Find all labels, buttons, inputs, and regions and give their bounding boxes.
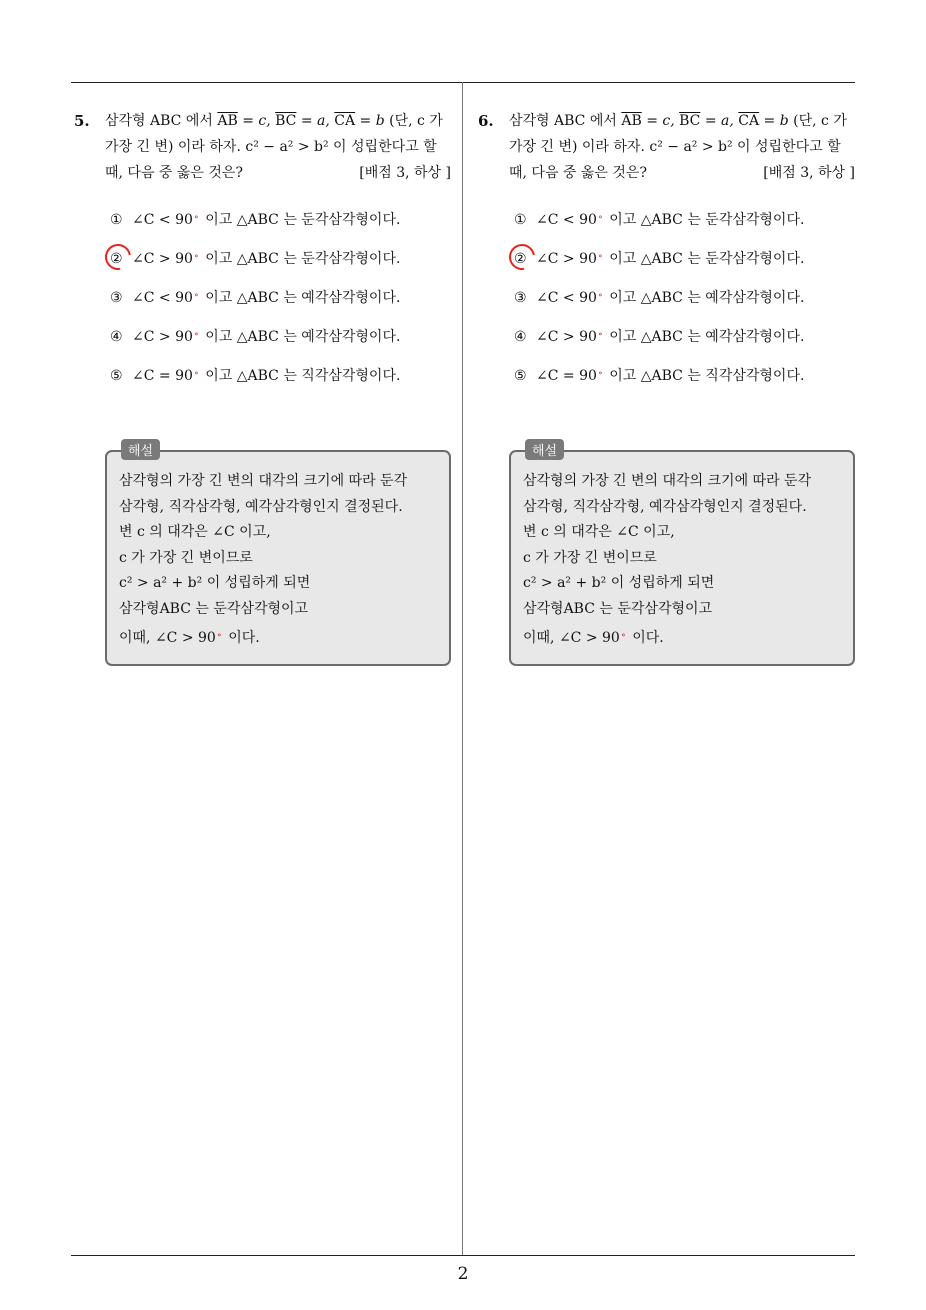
choice-list	[110, 205, 460, 400]
choice-list	[514, 205, 864, 400]
stem-text: (단, c 가	[384, 113, 443, 129]
explanation-line: 삼각형, 직각삼각형, 예각삼각형인지 결정된다.	[119, 498, 403, 515]
choice-2[interactable]	[110, 244, 460, 283]
choice-text: 이고 △ABC 는 예각삼각형이다.	[200, 329, 401, 345]
choice-4[interactable]	[514, 322, 864, 361]
choice-math: ∠C > 90	[132, 329, 193, 345]
choice-math: ∠C > 90	[536, 329, 597, 345]
segment-bc: $\overline{BC}$	[679, 113, 701, 129]
segment-ca: $\overline{CA}$	[334, 113, 356, 129]
stem-question: 때, 다음 중 옳은 것은?	[105, 165, 243, 181]
degree-symbol: ∘	[193, 368, 199, 379]
stem-line-2: 가장 긴 변) 이라 하자. c² − a² > b² 이 성립한다고 할	[509, 139, 841, 155]
stem-text: 삼각형 ABC 에서	[509, 113, 622, 129]
choice-text: 이고 △ABC 는 직각삼각형이다.	[200, 368, 401, 384]
stem-line-1	[105, 108, 451, 134]
choice-math: ∠C < 90	[536, 290, 597, 306]
choice-math: ∠C > 90	[536, 251, 597, 267]
degree-symbol: ∘	[597, 212, 603, 223]
choice-5[interactable]	[110, 361, 460, 400]
choice-math: ∠C = 90	[536, 368, 597, 384]
stem-eq-b: = b	[759, 113, 789, 129]
explanation-line	[119, 623, 407, 652]
choice-number: ④	[110, 329, 123, 345]
explanation-line: 삼각형의 가장 긴 변의 대각의 크기에 따라 둔각	[523, 473, 812, 489]
question-number: 6.	[478, 112, 494, 130]
choice-number: ③	[110, 290, 123, 306]
choice-text: 이고 △ABC 는 예각삼각형이다.	[604, 329, 805, 345]
stem-question: 때, 다음 중 옳은 것은?	[509, 165, 647, 181]
choice-text: 이고 △ABC 는 예각삼각형이다.	[604, 290, 805, 306]
explanation-line: 변 c 의 대각은 ∠C 이고,	[119, 524, 271, 541]
degree-symbol: ∘	[193, 251, 199, 262]
choice-text: 이고 △ABC 는 둔각삼각형이다.	[200, 212, 401, 228]
choice-text: 이고 △ABC 는 예각삼각형이다.	[200, 290, 401, 306]
choice-number: ③	[514, 290, 527, 306]
segment-ca: $\overline{CA}$	[738, 113, 760, 129]
choice-1[interactable]	[514, 205, 864, 244]
degree-symbol: ∘	[597, 251, 603, 262]
explanation-line: c 가 가장 긴 변이므로	[523, 549, 657, 566]
stem-line-1	[509, 108, 855, 134]
explanation-text: 이다.	[627, 629, 664, 646]
stem-text: (단, c 가	[788, 113, 847, 129]
choice-5[interactable]	[514, 361, 864, 400]
explanation-body	[119, 469, 407, 651]
degree-symbol: ∘	[216, 629, 222, 641]
bottom-rule	[71, 1255, 855, 1256]
explanation-line: 삼각형, 직각삼각형, 예각삼각형인지 결정된다.	[523, 498, 807, 515]
segment-ab: $\overline{AB}$	[217, 113, 238, 129]
explanation-body	[523, 469, 811, 651]
stem-eq-a: = a,	[296, 113, 335, 129]
choice-math: ∠C = 90	[132, 368, 193, 384]
choice-3[interactable]	[514, 283, 864, 322]
choice-text: 이고 △ABC 는 둔각삼각형이다.	[200, 251, 401, 267]
question-5	[74, 108, 460, 646]
explanation-line: 삼각형의 가장 긴 변의 대각의 크기에 따라 둔각	[119, 473, 408, 489]
choice-number: ①	[514, 212, 527, 228]
top-rule	[71, 82, 855, 83]
score-label: [배점 3, 하상 ]	[359, 165, 451, 181]
choice-number: ⑤	[110, 368, 123, 384]
explanation-tag: 해설	[121, 439, 160, 460]
degree-symbol: ∘	[193, 212, 199, 223]
page-number: 2	[457, 1264, 469, 1284]
choice-math: ∠C > 90	[132, 251, 193, 267]
stem-eq-a: = a,	[700, 113, 739, 129]
stem-line-3	[509, 160, 855, 186]
choice-number: ②	[514, 251, 527, 267]
explanation-box	[509, 444, 855, 666]
explanation-math: 이때, ∠C > 90	[119, 629, 216, 646]
degree-symbol: ∘	[597, 368, 603, 379]
segment-ab: $\overline{AB}$	[621, 113, 642, 129]
choice-text: 이고 △ABC 는 둔각삼각형이다.	[604, 212, 805, 228]
stem-eq-c: = c,	[641, 113, 680, 129]
explanation-text: 이다.	[223, 629, 260, 646]
explanation-box	[105, 444, 451, 666]
question-6	[478, 108, 864, 646]
choice-math: ∠C < 90	[132, 212, 193, 228]
explanation-tag: 해설	[525, 439, 564, 460]
degree-symbol: ∘	[620, 629, 626, 641]
degree-symbol: ∘	[193, 329, 199, 340]
explanation-line: c 가 가장 긴 변이므로	[119, 549, 253, 566]
choice-text: 이고 △ABC 는 둔각삼각형이다.	[604, 251, 805, 267]
choice-number: ②	[110, 251, 123, 267]
choice-1[interactable]	[110, 205, 460, 244]
segment-bc: $\overline{BC}$	[275, 113, 297, 129]
choice-math: ∠C < 90	[536, 212, 597, 228]
column-divider	[462, 82, 463, 1256]
stem-line-2: 가장 긴 변) 이라 하자. c² − a² > b² 이 성립한다고 할	[105, 139, 437, 155]
question-stem	[478, 108, 864, 186]
explanation-line: 삼각형ABC 는 둔각삼각형이고	[119, 600, 309, 617]
explanation-line	[523, 623, 811, 652]
explanation-math: 이때, ∠C > 90	[523, 629, 620, 646]
degree-symbol: ∘	[597, 290, 603, 301]
score-label: [배점 3, 하상 ]	[763, 165, 855, 181]
choice-number: ⑤	[514, 368, 527, 384]
choice-4[interactable]	[110, 322, 460, 361]
explanation-line: c² > a² + b² 이 성립하게 되면	[119, 575, 311, 592]
choice-3[interactable]	[110, 283, 460, 322]
explanation-line: c² > a² + b² 이 성립하게 되면	[523, 575, 715, 592]
stem-line-3	[105, 160, 451, 186]
question-stem	[74, 108, 460, 186]
degree-symbol: ∘	[597, 329, 603, 340]
degree-symbol: ∘	[193, 290, 199, 301]
stem-eq-c: = c,	[237, 113, 276, 129]
choice-2[interactable]	[514, 244, 864, 283]
explanation-line: 삼각형ABC 는 둔각삼각형이고	[523, 600, 713, 617]
choice-number: ④	[514, 329, 527, 345]
stem-text: 삼각형 ABC 에서	[105, 113, 218, 129]
stem-eq-b: = b	[355, 113, 385, 129]
explanation-line: 변 c 의 대각은 ∠C 이고,	[523, 524, 675, 541]
question-number: 5.	[74, 112, 90, 130]
choice-math: ∠C < 90	[132, 290, 193, 306]
choice-number: ①	[110, 212, 123, 228]
choice-text: 이고 △ABC 는 직각삼각형이다.	[604, 368, 805, 384]
